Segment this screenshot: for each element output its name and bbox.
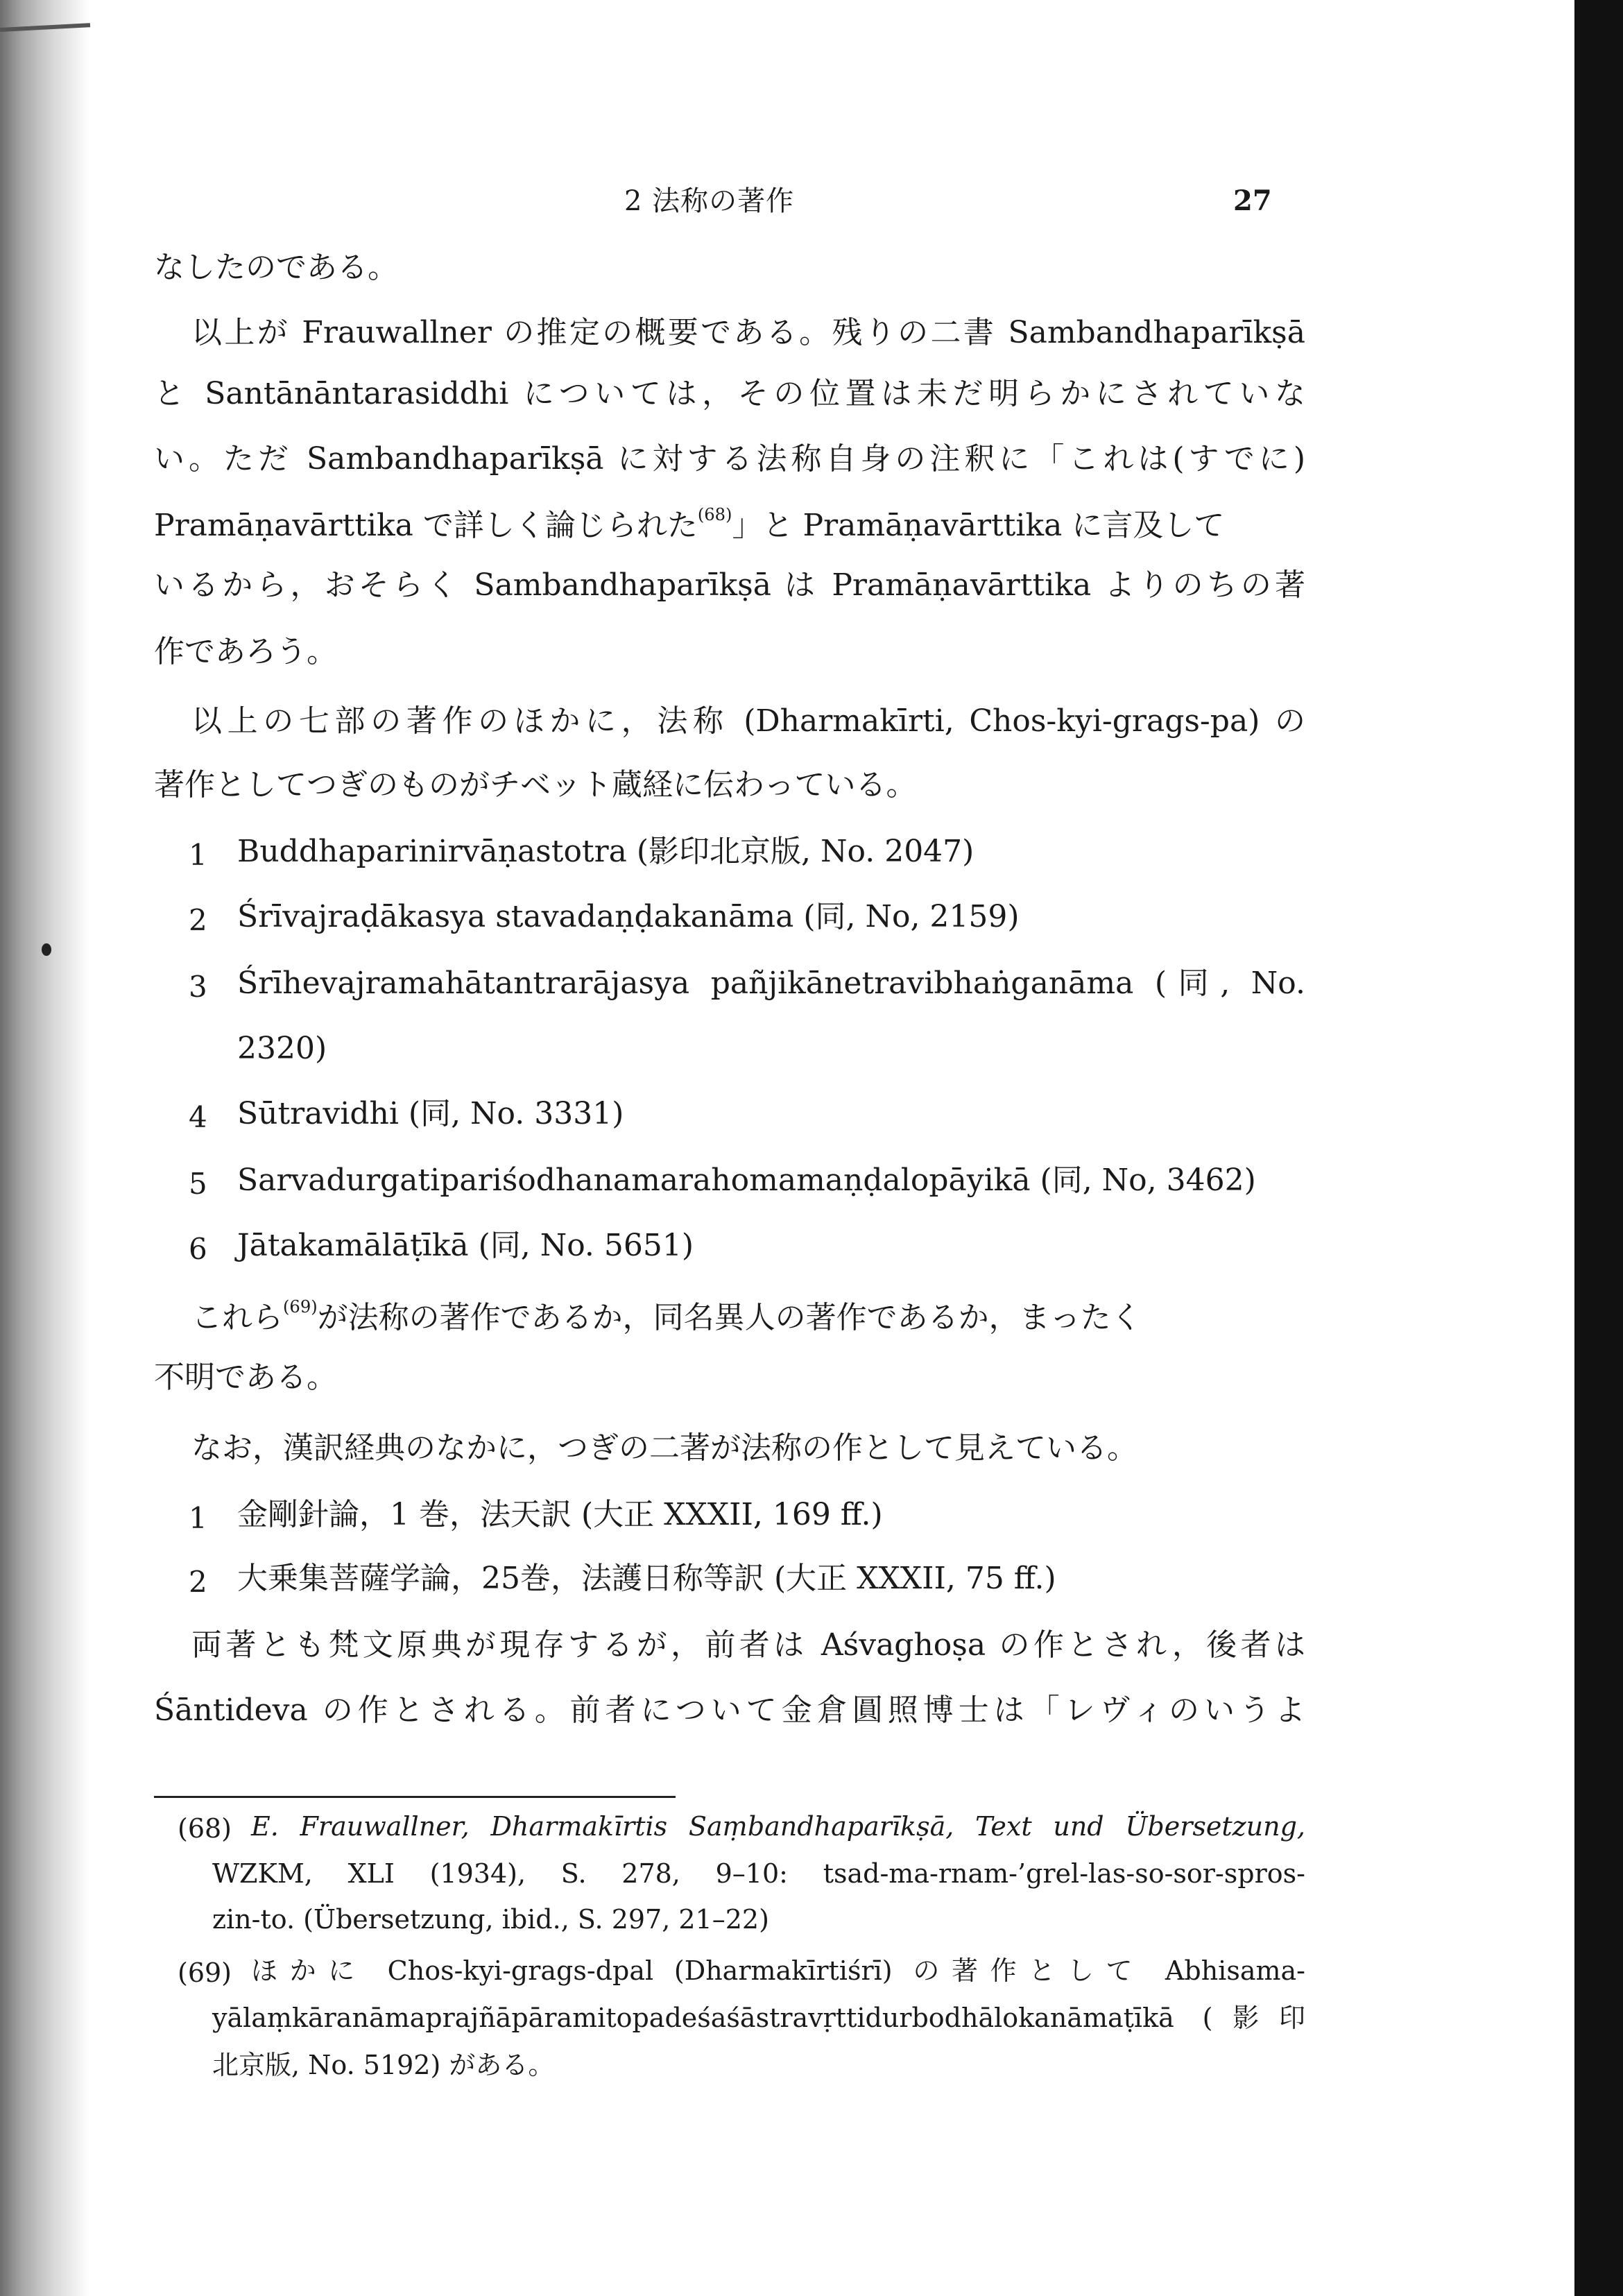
scan-right-edge	[1574, 0, 1623, 2296]
body-line: Śāntideva の作とされる。前者について金倉圓照博士は「レヴィのいうよ	[154, 1693, 1305, 1728]
body-line-with-ref	[191, 1299, 1305, 1333]
body-line: 不明である。	[154, 1360, 337, 1395]
body-line: い。ただ Sambandhaparīkṣā に対する法称自身の注釈に「これは(すでに)	[154, 441, 1305, 477]
body-line: いるから，おそらく Sambandhaparīkṣā は Pramāṇavārttika よりのちの著	[154, 567, 1305, 603]
list-number: 6	[189, 1232, 207, 1266]
footnote-ref-69[interactable]: (69)	[283, 1297, 318, 1317]
body-line-text: 」と Pramāṇavārttika に言及して	[732, 507, 1225, 543]
body-line: 作であろう。	[154, 634, 337, 669]
body-line: 著作としてつぎのものがチベット蔵経に伝わっている。	[154, 767, 917, 803]
body-line-text: これら	[191, 1299, 283, 1335]
list-number: 1	[189, 1501, 207, 1535]
list-item-continuation: 2320)	[237, 1031, 327, 1066]
list-number: 2	[189, 1565, 207, 1599]
body-line: なお，漢訳経典のなかに，つぎの二著が法称の作として見えている。	[191, 1430, 1137, 1466]
footnote-rule	[154, 1796, 676, 1798]
list-item: Śrīvajraḍākasya stavadaṇḍakanāma (同, No, 2159)	[237, 899, 1020, 934]
list-item: Sūtravidhi (同, No. 3331)	[237, 1096, 624, 1131]
body-line-text: Pramāṇavārttika で詳しく論じられた	[154, 507, 698, 543]
body-line: と Santānāntarasiddhi については，その位置は未だ明らかにされていな	[154, 376, 1305, 411]
footnote-line: WZKM, XLI (1934), S. 278, 9–10: tsad-ma-rnam-’grel-las-so-sor-spros-	[212, 1858, 1305, 1889]
footnote-line: yālaṃkāranāmaprajñāpāramitopadeśaśāstravṛttidurbodhālokanāmaṭīkā (影印	[212, 2003, 1305, 2033]
list-number: 5	[189, 1167, 207, 1201]
binding-shadow	[0, 0, 90, 2296]
list-item: 金剛針論，1 巻，法天訳 (大正 XXXII, 169 ff.)	[237, 1497, 883, 1532]
page-number: 27	[1233, 185, 1272, 217]
margin-dot	[42, 943, 51, 956]
footnote-ref-68[interactable]: (68)	[697, 505, 732, 524]
list-number: 1	[189, 838, 207, 872]
body-line: 両著とも梵文原典が現存するが，前者は Aśvaghoṣa の作とされ，後者は	[191, 1627, 1305, 1663]
list-number: 4	[189, 1100, 207, 1134]
footnote-line: zin-to. (Übersetzung, ibid., S. 297, 21–22)	[212, 1904, 769, 1935]
list-item: Śrīhevajramahātantrarājasya pañjikānetravibhaṅganāma (同, No.	[237, 966, 1305, 1001]
footnote-label-68: (68)	[178, 1813, 232, 1844]
footnote-line: 北京版, No. 5192) がある。	[212, 2050, 555, 2080]
footnote-label-69: (69)	[178, 1957, 232, 1988]
list-item: 大乗集菩薩学論，25巻，法護日称等訳 (大正 XXXII, 75 ff.)	[237, 1561, 1056, 1596]
list-number: 2	[189, 903, 207, 937]
body-line-with-ref	[154, 506, 1305, 541]
footnote-line: E. Frauwallner, Dharmakīrtis Saṃbandhaparīkṣā, Text und Übersetzung,	[251, 1811, 1305, 1842]
body-line: 以上が Frauwallner の推定の概要である。残りの二書 Sambandhaparīkṣā	[191, 315, 1305, 350]
footnote-line: ほかに Chos-kyi-grags-dpal (Dharmakīrtiśrī) の著作として Abhisama-	[251, 1955, 1305, 1986]
body-line: なしたのである。	[154, 250, 398, 285]
list-number: 3	[189, 970, 207, 1004]
list-item: Sarvadurgatipariśodhanamarahomamaṇḍalopāyikā (同, No, 3462)	[237, 1163, 1256, 1198]
body-line-text: が法称の著作であるか，同名異人の著作であるか，まったく	[317, 1299, 1142, 1335]
list-item: Jātakamālāṭīkā (同, No. 5651)	[237, 1228, 694, 1263]
running-header-title: 2 法称の著作	[624, 185, 795, 217]
body-line: 以上の七部の著作のほかに，法称 (Dharmakīrti, Chos-kyi-grags-pa) の	[191, 703, 1305, 739]
list-item: Buddhaparinirvāṇastotra (影印北京版, No. 2047)	[237, 834, 974, 869]
